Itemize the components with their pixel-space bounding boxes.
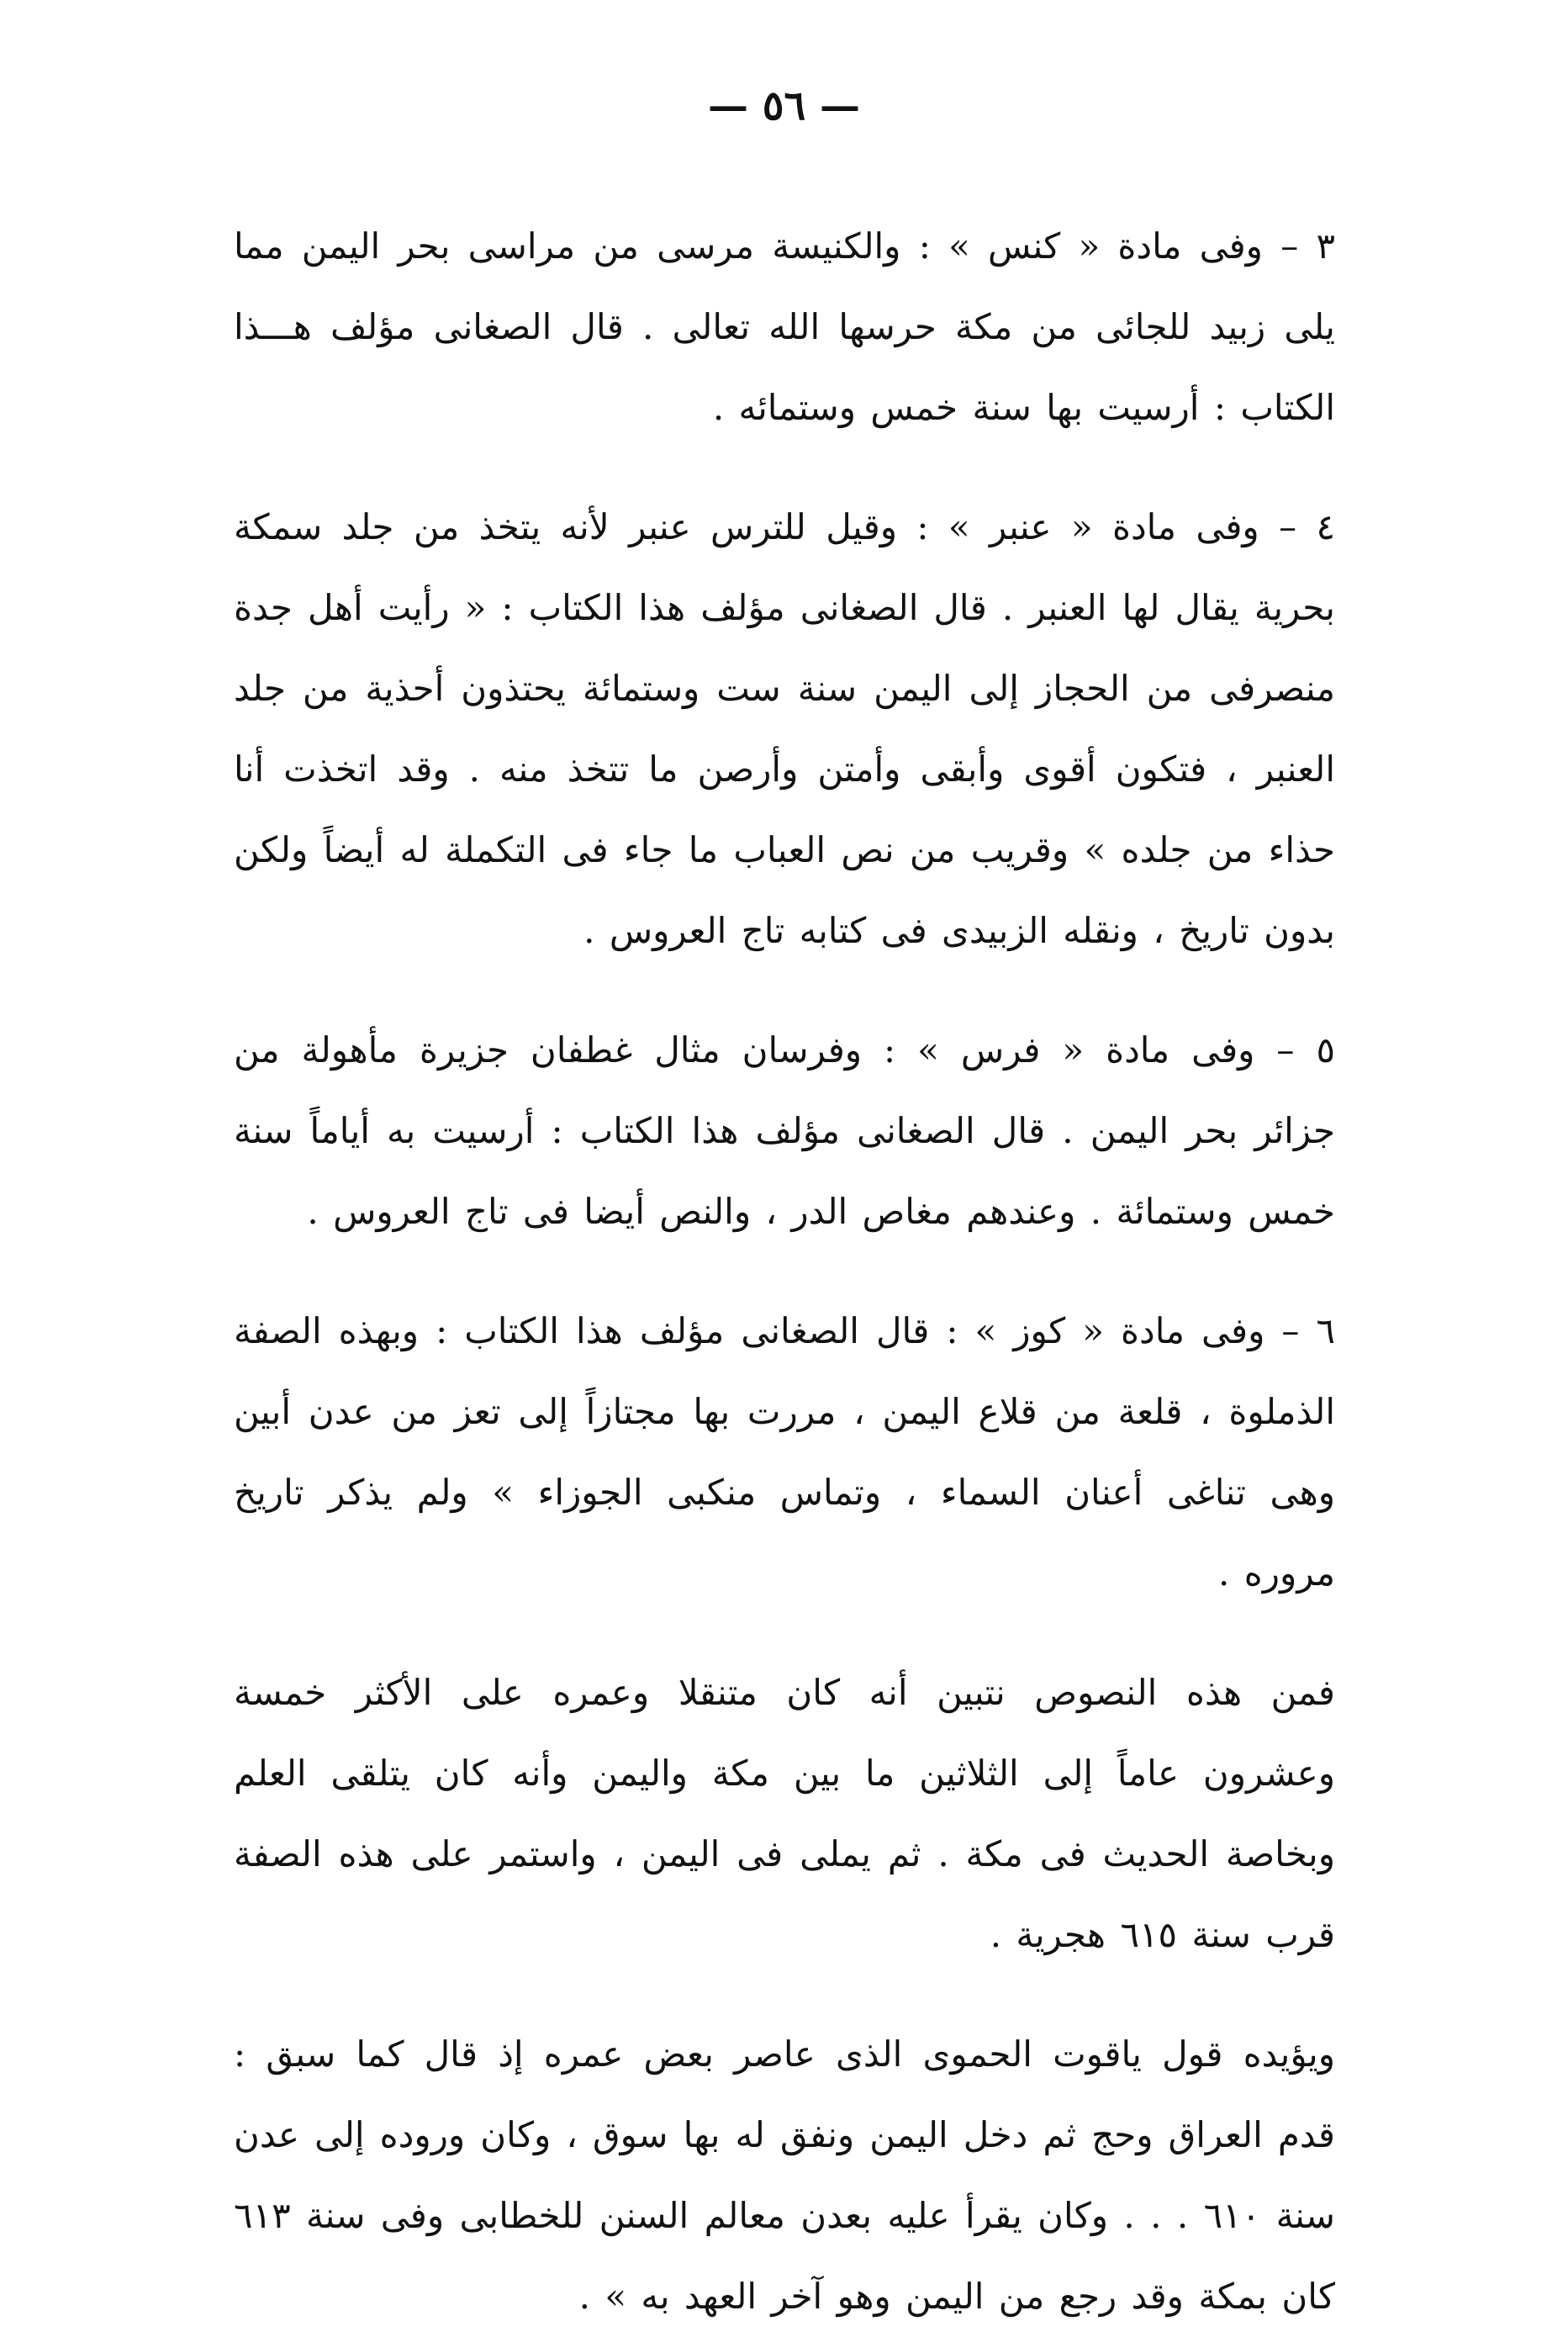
page-body <box>234 206 1335 2337</box>
page-number: — ٥٦ — <box>708 82 860 130</box>
paragraph-yaqut-quote: ويؤيده قول ياقوت الحموى الذى عاصر بعض عمره إذ قال كما سبق : قدم العراق وحج ثم دخل اليمن ونفق له بها سوق ، وكان وروده إلى عدن سنة ٦١٠ . . . وكان يقرأ عليه بعدن معالم السنن للخطابى وفى سنة ٦١٣ كان بمكة وقد رجع من اليمن وهو آخر العهد به » . <box>234 2033 1335 2317</box>
paragraph-conclusion: فمن هذه النصوص نتبين أنه كان متنقلا وعمره على الأكثر خمسة وعشرون عاماً إلى الثلاثين ما بين مكة واليمن وأنه كان يتلقى العلم وبخاصة الحديث فى مكة . ثم يملى فى اليمن ، واستمر على هذه الصفة قرب سنة ٦١٥ هجرية . <box>234 1672 1335 1955</box>
paragraph-item-5-faras: ٥ – وفى مادة « فرس » : وفرسان مثال غطفان جزيرة مأهولة من جزائر بحر اليمن . قال الصغانى مؤلف هذا الكتاب : أرسيت به أياماً سنة خمس وستمائة . وعندهم مغاص الدر ، والنص أيضا فى تاج العروس . <box>234 1029 1335 1232</box>
paragraph-item-4-anbar: ٤ – وفى مادة « عنبر » : وقيل للترس عنبر لأنه يتخذ من جلد سمكة بحرية يقال لها العنبر . قال الصغانى مؤلف هذا الكتاب : « رأيت أهل جدة منصرفى من الحجاز إلى اليمن سنة ست وستمائة يحتذون أحذية من جلد العنبر ، فتكون أقوى وأبقى وأمتن وأرصن ما تتخذ منه . وقد اتخذت أنا حذاء من جلده » وقريب من نص العباب ما جاء فى التكملة له أيضاً ولكن بدون تاريخ ، ونقله الزبيدى فى كتابه تاج العروس . <box>234 506 1335 951</box>
paragraph-item-6-kawz: ٦ – وفى مادة « كوز » : قال الصغانى مؤلف هذا الكتاب : وبهذه الصفة الذملوة ، قلعة من قلاع اليمن ، مررت بها مجتازاً إلى تعز من عدن أبين وهى تناغى أعنان السماء ، وتماس منكبى الجوزاء » ولم يذكر تاريخ مروره . <box>234 1310 1335 1594</box>
paragraph-item-3-kns: ٣ – وفى مادة « كنس » : والكنيسة مرسى من مراسى بحر اليمن مما يلى زبيد للجائى من مكة حرسها الله تعالى . قال الصغانى مؤلف هـــذا الكتاب : أرسيت بها سنة خمس وستمائه . <box>234 225 1335 428</box>
